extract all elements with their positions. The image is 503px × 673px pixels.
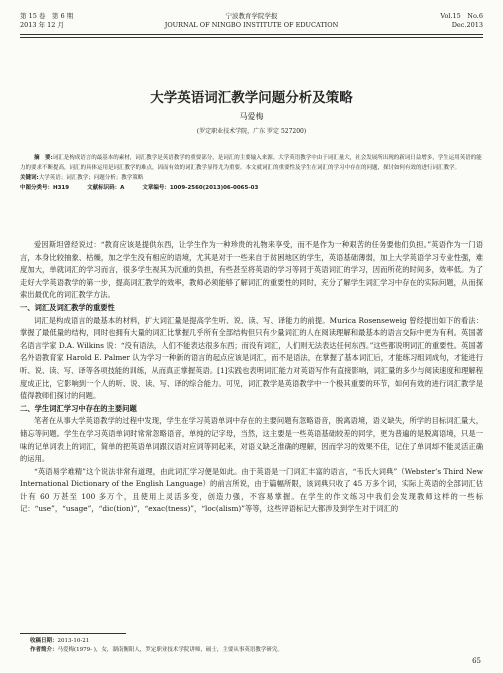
journal-name-en: JOURNAL OF NINGBO INSTITUTE OF EDUCATION <box>164 21 339 29</box>
footnote <box>30 637 483 655</box>
received-date <box>30 637 483 646</box>
journal-name-cn: 宁波教育学院学报 <box>225 12 278 20</box>
body-paragraph: 爱因斯坦曾经说过：“教育应该是提供东西，让学生作为一种珍贵的礼物来享受，而不是作为一种艰苦的任务要他们负担。”英语作为一门语言，本身比较抽象、枯燥，加之学生没有相应的语境，尤其是对于一些来自于贫困地区的学生，英语基础薄弱，加上大学英语学习专业性强，难度加大，单就词汇的学习而言，很多学生视其为沉重的负担，有些甚至将英语的学习等同于英语词汇的学习，因而所花的时间多，效率低。为了走好大学英语教学的第一步，提高词汇教学的效率，教师必须能够了解词汇的重要性的同时，充分了解学生词汇学习中存在的实际问题，从而探索出最优化的词汇教学方法。 <box>20 240 483 300</box>
abstract-label: 摘 要: <box>34 155 53 161</box>
document-code: 文献标识码：A <box>87 185 125 191</box>
header-center <box>20 12 483 30</box>
received-value: 2013-10-21 <box>57 638 90 644</box>
clc-number: 中图分类号：H319 <box>20 185 70 191</box>
abstract-block <box>20 153 483 193</box>
author-bio-text: 马爱梅(1979- )，女，湖南衡阳人，罗定职业技术学院讲师，硕士，主要从事英语教学研究。 <box>57 647 283 653</box>
keywords-label: 关键词: <box>20 175 39 181</box>
author-bio <box>30 646 483 655</box>
article-body <box>20 239 483 516</box>
volume-issue-en: Vol.15 No.6 <box>440 12 483 20</box>
body-paragraph: 词汇是构成语言的最基本的材料，扩大词汇量是提高学生听、说、读、写、译能力的前提。Murica Rosenseweig 曾经提出如下的看法：掌握了最低量的结构，同时也拥有大量的词汇比掌握几乎所有全部结构但只有少量词汇的人在阅读理解和最基本的语言交际中更为有利。英国著名语言学家 D.A. Wilkins 说：“没有语法，人们不能表达很多东西；而没有词汇，人们则无法表达任何东西。”这些都说明词汇的重要性。英国著名外语教育家 Harold E. Palmer 认为学习一种新的语言的起点应该是词汇，而不是语法，在掌握了基本词汇后，才能练习组词成句，才能进行听、说、读、写、译等各项技能的训练，从而真正掌握英语。[1]实践也表明词汇能力对英语写作有直接影响，词汇量的多少与阅读速度和理解程度成正比，它影响到一个人的听、说、读、写、译的综合能力。可见，词汇教学是英语教学中一个极其重要的环节，如何有效的进行词汇教学是值得教师们探讨的问题。 <box>20 315 483 401</box>
volume-issue: 第 15 卷 第 6 期 <box>20 12 74 20</box>
keywords-text: 大学英语；词汇教学；问题分析；教学策略 <box>38 175 144 181</box>
classification-meta <box>20 183 483 193</box>
header-rule-thin <box>20 37 483 38</box>
issue-date: 2013 年 12 月 <box>20 21 65 29</box>
author-affiliation: (罗定职业技术学院，广东 罗定 527200) <box>196 128 307 135</box>
header-rule-thick <box>20 34 483 35</box>
footnote-rule <box>20 633 126 634</box>
header-right <box>440 12 483 30</box>
article-id: 文章编号：1009-2560(2013)06-0065-03 <box>142 185 259 191</box>
author-bio-label: 作者简介： <box>30 647 58 653</box>
keywords <box>20 173 483 183</box>
section-heading: 二、学生词汇学习中存在的主要问题 <box>20 403 137 413</box>
abstract <box>20 153 483 173</box>
body-paragraph: “英语易学难精”这个说法非常有道理，由此词汇学习便是如此。由于英语是一门词汇丰富的语言，“韦氏大词典”（Webster’s Third New International Dictionary of the English Language）的前言所说，由于篇幅所限，该词典只收了 45 万多个词，实际上英语的全部词汇估计有 60 万甚至 100 多万个，且使用上灵活多变，创造力强，不容易掌握。在学生的作文练习中我们会发现教师这样的一些标记：“use”，“usage”，“dic(tion)”，“exac(tness)”，“loc(alism)”等等，这些评语标记大都涉及到学生对于词汇的 <box>20 466 483 514</box>
article-title: 大学英语词汇教学问题分析及策略 <box>150 90 353 106</box>
article-author: 马爱梅 <box>239 112 264 121</box>
page-number: 65 <box>472 657 481 665</box>
abstract-text: 词汇是构成语言的最基本的素材，词汇教学是英语教学的重要部分，是词汇的主要输入来源。大学英语教学中由于词汇量大，社会发展所出现的新词日益增多，学生运用英语的能力的要求不断提高，词汇的具体运用是词汇教学的难点，因而有效的词汇教学显得尤为重要。本文就词汇的重要性及学生在词汇的学习中存在的问题，探讨如何有效的进行词汇教学。 <box>20 155 482 171</box>
section-heading: 一、词汇及词汇教学的重要性 <box>20 302 115 312</box>
body-paragraph: 笔者在从事大学英语教学的过程中发现，学生在学习英语单词中存在的主要问题有忽略语音，脱离语境，语义缺失，所学的目标词汇量大，储忘等问题。学生在学习英语单词时常常忽略语音，单纯的记字母，当然，这主要是一些英语基础较差的同学，更为普遍的是脱离语境，只是一味的记单词表上的词汇，简单的把英语单词跟汉语对应词等同起来，对语义缺乏准确的理解，因而学习的效果不佳，记住了单词却不能灵活正确的运用。 <box>20 416 483 464</box>
received-label: 收稿日期： <box>30 638 58 644</box>
issue-date-en: Dec.2013 <box>451 21 483 29</box>
